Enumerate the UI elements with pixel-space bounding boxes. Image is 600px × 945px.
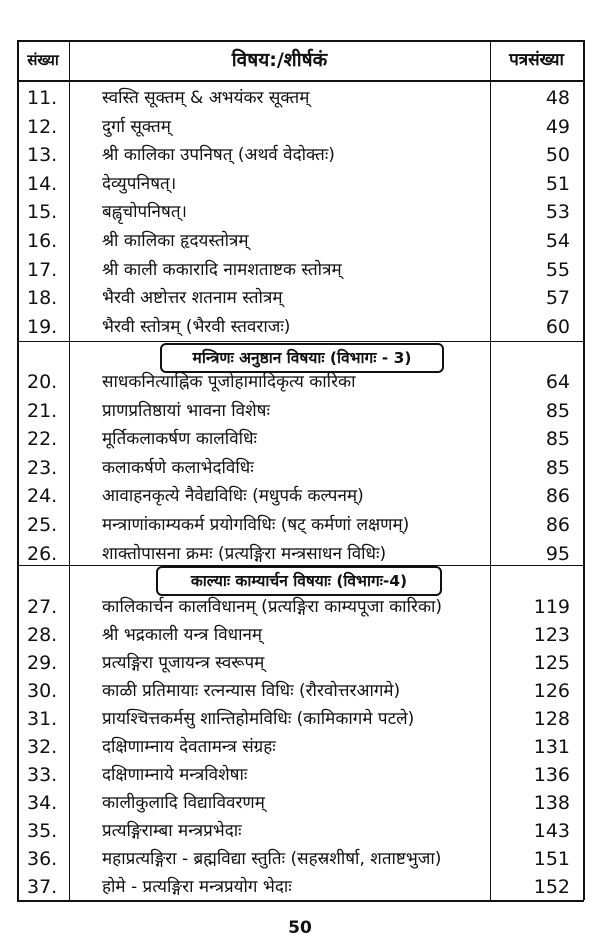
entry-number: 17. xyxy=(27,258,58,281)
toc-row xyxy=(17,705,584,734)
entry-page: 53 xyxy=(545,201,570,224)
toc-row xyxy=(17,397,584,426)
toc-row xyxy=(17,649,584,678)
entry-number: 12. xyxy=(27,115,58,138)
entry-page: 48 xyxy=(545,87,570,109)
toc-row xyxy=(17,84,584,113)
toc-row xyxy=(17,845,584,874)
entry-title: कालिकार्चन कालविधानम् (प्रत्यङ्गिरा काम्यपूजा कारिका) xyxy=(102,597,443,617)
entry-number: 14. xyxy=(27,172,58,195)
toc-row xyxy=(17,677,584,706)
entry-page: 152 xyxy=(533,876,570,898)
entry-title: मूर्तिकलाकर्षण कालविधिः xyxy=(102,429,257,450)
entry-title: कालीकुलादि विद्याविवरणम् xyxy=(102,793,265,813)
toc-row xyxy=(17,482,584,511)
toc-row xyxy=(17,141,584,170)
entry-title: शाक्तोपासना क्रमः (प्रत्यङ्गिरा मन्त्रसाधन विधिः) xyxy=(102,543,387,564)
toc-row xyxy=(17,170,584,199)
entry-title: काळी प्रतिमायाः रत्नन्यास विधिः (रौरवोत्तरआगमे) xyxy=(102,681,401,701)
entry-page: 125 xyxy=(533,652,570,674)
header-number: संख्या xyxy=(27,51,59,69)
entry-page: 131 xyxy=(533,736,570,758)
entry-page: 85 xyxy=(545,456,570,479)
header-page: पत्रसंख्या xyxy=(509,50,564,70)
section-heading-3: मन्त्रिणः अनुष्ठान विषयाः (विभागः - 3) xyxy=(160,343,444,373)
toc-row xyxy=(17,113,584,142)
entry-number: 29. xyxy=(27,652,58,674)
entry-page: 64 xyxy=(545,371,570,393)
entry-page: 55 xyxy=(545,258,570,281)
entry-page: 143 xyxy=(533,820,570,842)
entry-number: 33. xyxy=(27,764,58,786)
toc-row xyxy=(17,425,584,454)
entry-number: 36. xyxy=(27,848,58,870)
header-bottom-border xyxy=(17,80,584,82)
section-2-rule xyxy=(17,341,584,342)
toc-row xyxy=(17,256,584,285)
entry-number: 18. xyxy=(27,287,58,310)
entry-title: देव्युपनिषत्। xyxy=(102,173,177,194)
entry-page: 50 xyxy=(545,144,570,167)
entry-title: स्वस्ति सूक्तम् & अभयंकर सूक्तम् xyxy=(102,88,310,108)
entry-page: 54 xyxy=(545,230,570,252)
toc-row xyxy=(17,313,584,342)
entry-title: प्रत्यङ्गिराम्बा मन्त्रप्रभेदाः xyxy=(102,821,242,841)
entry-number: 37. xyxy=(27,876,58,898)
entry-page: 151 xyxy=(533,848,570,870)
entry-page: 95 xyxy=(545,542,570,565)
section-heading-4: काल्याः काम्यार्चन विषयाः (विभागः-4) xyxy=(156,566,442,596)
entry-page: 51 xyxy=(545,172,570,195)
toc-row xyxy=(17,368,584,397)
toc-row xyxy=(17,817,584,846)
entry-number: 27. xyxy=(27,596,58,618)
entry-number: 21. xyxy=(27,399,58,422)
entry-page: 123 xyxy=(533,624,570,646)
entry-title: प्राणप्रतिष्ठायां भावना विशेषः xyxy=(102,400,270,421)
entry-title: मन्त्राणांकाम्यकर्म प्रयोगविधिः (षट् कर्मणां लक्षणम्) xyxy=(102,515,410,535)
entry-title: होमे - प्रत्यङ्गिरा मन्त्रप्रयोग भेदाः xyxy=(102,877,292,897)
entry-number: 24. xyxy=(27,485,58,508)
entry-page: 60 xyxy=(545,315,570,338)
toc-row xyxy=(17,593,584,622)
entry-page: 126 xyxy=(533,680,570,702)
toc-row xyxy=(17,511,584,540)
entry-title: आवाहनकृत्ये नैवेद्यविधिः (मधुपर्क कल्पनम्) xyxy=(102,486,364,507)
toc-row xyxy=(17,284,584,313)
toc-row xyxy=(17,761,584,790)
entry-number: 13. xyxy=(27,144,58,167)
entry-number: 19. xyxy=(27,315,58,338)
entry-number: 22. xyxy=(27,428,58,451)
toc-row xyxy=(17,454,584,483)
entry-number: 35. xyxy=(27,820,58,842)
toc-row xyxy=(17,198,584,227)
entry-title: दक्षिणाम्नाय देवतामन्त्र संग्रहः xyxy=(102,737,276,757)
entry-title: दुर्गा सूक्तम् xyxy=(102,116,171,137)
entry-page: 86 xyxy=(545,514,570,536)
entry-number: 20. xyxy=(27,371,58,393)
entry-title: दक्षिणाम्नाये मन्त्रविशेषाः xyxy=(102,765,248,785)
entry-number: 32. xyxy=(27,736,58,758)
entry-page: 86 xyxy=(545,485,570,508)
entry-page: 85 xyxy=(545,428,570,451)
entry-number: 34. xyxy=(27,792,58,814)
toc-row xyxy=(17,789,584,818)
entry-title: भैरवी स्तोत्रम् (भैरवी स्तवराजः) xyxy=(102,316,291,337)
entry-title: श्री कालिका हृदयस्तोत्रम् xyxy=(102,231,249,251)
entry-number: 16. xyxy=(27,230,58,252)
entry-number: 28. xyxy=(27,624,58,646)
toc-row xyxy=(17,873,584,902)
entry-number: 26. xyxy=(27,542,58,565)
entry-title: श्री भद्रकाली यन्त्र विधानम् xyxy=(102,625,263,645)
header-title: विषय:/शीर्षकं xyxy=(231,49,328,71)
entry-title: भैरवी अष्टोत्तर शतनाम स्तोत्रम् xyxy=(102,288,283,309)
entry-page: 138 xyxy=(533,792,570,814)
entry-page: 49 xyxy=(545,115,570,138)
entry-title: श्री काली ककारादि नामशताष्टक स्तोत्रम् xyxy=(102,259,342,280)
entry-number: 15. xyxy=(27,201,58,224)
toc-row xyxy=(17,227,584,256)
entry-title: श्री कालिका उपनिषत् (अथर्व वेदोक्तः) xyxy=(102,145,335,166)
entry-title: महाप्रत्यङ्गिरा - ब्रह्मविद्या स्तुतिः (सहस्रशीर्षा, शताष्टभुजा) xyxy=(102,849,442,869)
entry-title: प्रायश्चित्तकर्मसु शान्तिहोमविधिः (कामिकागमे पटले) xyxy=(102,709,415,729)
entry-title: कलाकर्षणे कलाभेदविधिः xyxy=(102,457,254,478)
entry-number: 31. xyxy=(27,708,58,730)
entry-number: 11. xyxy=(27,87,58,109)
entry-title: बह्वृचोपनिषत्। xyxy=(102,202,187,223)
entry-page: 119 xyxy=(533,596,570,618)
entry-number: 25. xyxy=(27,514,58,536)
toc-row xyxy=(17,621,584,650)
entry-number: 23. xyxy=(27,456,58,479)
entry-title: साधकनित्याह्निक पूजोहामादिकृत्य कारिका xyxy=(102,372,356,392)
toc-row xyxy=(17,540,584,569)
entry-title: प्रत्यङ्गिरा पूजायन्त्र स्वरूपम् xyxy=(102,653,265,673)
entry-page: 136 xyxy=(533,764,570,786)
entry-page: 128 xyxy=(533,708,570,730)
toc-row xyxy=(17,733,584,762)
entry-page: 57 xyxy=(545,287,570,310)
entry-number: 30. xyxy=(27,680,58,702)
page-number: 50 xyxy=(288,918,312,938)
entry-page: 85 xyxy=(545,399,570,422)
